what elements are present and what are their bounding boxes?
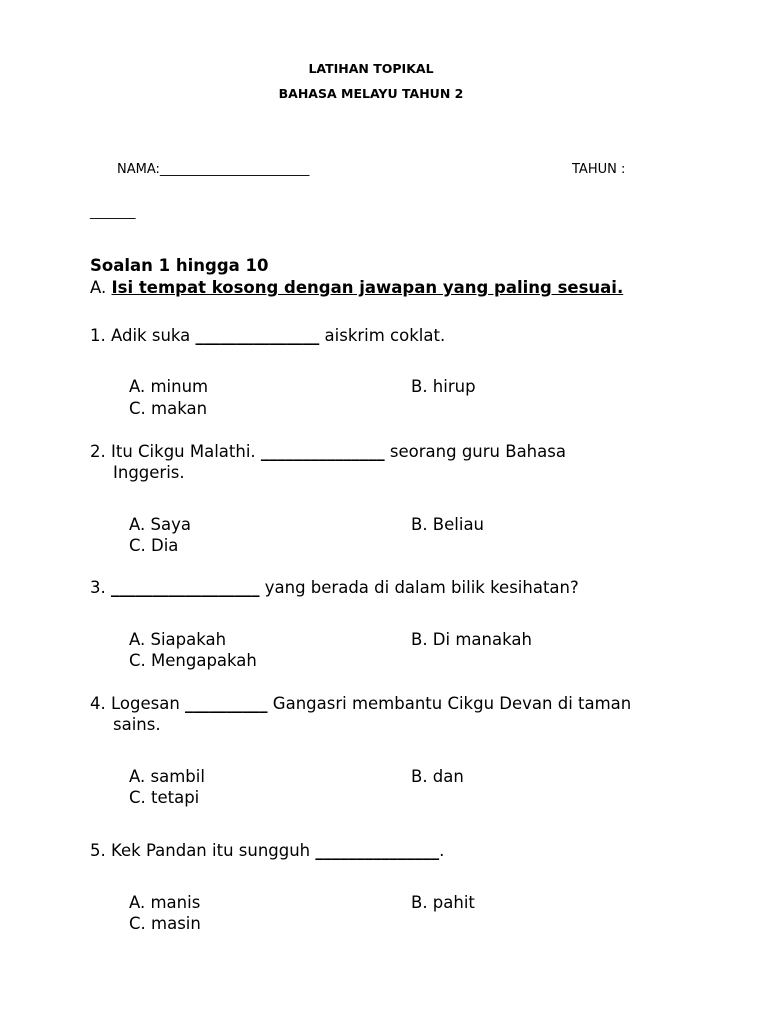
option-4a: A. sambil	[129, 767, 205, 786]
question-text-after: aiskrim coklat.	[319, 326, 446, 345]
answer-blank: _______________	[315, 841, 440, 860]
question-2	[90, 441, 566, 462]
option-3b: B. Di manakah	[411, 630, 532, 649]
option-3c: C. Mengapakah	[129, 651, 257, 670]
question-5	[90, 840, 444, 861]
name-blank: _______________________	[159, 162, 310, 177]
option-2b: B. Beliau	[411, 515, 485, 534]
option-4c: C. tetapi	[129, 788, 200, 807]
section-instruction	[90, 277, 623, 298]
question-2-continuation: Inggeris.	[113, 463, 185, 482]
question-3	[90, 577, 579, 598]
question-number: 3.	[90, 578, 106, 597]
year-blank: _______	[90, 205, 136, 220]
instruction-text: Isi tempat kosong dengan jawapan yang paling sesuai.	[111, 278, 624, 297]
option-2c: C. Dia	[129, 536, 179, 555]
question-number: 5.	[90, 841, 106, 860]
question-text-after: .	[439, 841, 445, 860]
option-3a: A. Siapakah	[129, 630, 227, 649]
question-number: 1.	[90, 326, 106, 345]
question-text-after: yang berada di dalam bilik kesihatan?	[259, 578, 579, 597]
option-5b: B. pahit	[411, 893, 475, 912]
option-1a: A. minum	[129, 377, 209, 396]
answer-blank: __________	[185, 694, 268, 713]
question-number: 4.	[90, 694, 106, 713]
question-text-before: Kek Pandan itu sungguh	[111, 841, 316, 860]
option-2a: A. Saya	[129, 515, 191, 534]
option-5c: C. masin	[129, 914, 201, 933]
document-title: LATIHAN TOPIKAL	[308, 61, 434, 76]
option-1c: C. makan	[129, 399, 208, 418]
question-text-before: Itu Cikgu Malathi.	[111, 442, 261, 461]
question-4-continuation: sains.	[113, 715, 161, 734]
year-label: TAHUN :	[572, 162, 626, 177]
answer-blank: _______________	[195, 326, 320, 345]
answer-blank: _______________	[260, 442, 385, 461]
question-text-before: Logesan	[111, 694, 186, 713]
name-field	[117, 162, 309, 177]
question-text-before: Adik suka	[111, 326, 196, 345]
option-4b: B. dan	[411, 767, 464, 786]
option-1b: B. hirup	[411, 377, 476, 396]
instruction-prefix: A.	[90, 278, 112, 297]
question-number: 2.	[90, 442, 106, 461]
question-1	[90, 325, 445, 346]
section-heading: Soalan 1 hingga 10	[90, 256, 269, 275]
question-4	[90, 693, 631, 714]
question-text-after: Gangasri membantu Cikgu Devan di taman	[267, 694, 632, 713]
name-label: NAMA:	[117, 162, 160, 177]
question-text-after: seorang guru Bahasa	[384, 442, 566, 461]
document-subtitle: BAHASA MELAYU TAHUN 2	[278, 86, 464, 101]
answer-blank: __________________	[111, 578, 260, 597]
option-5a: A. manis	[129, 893, 201, 912]
